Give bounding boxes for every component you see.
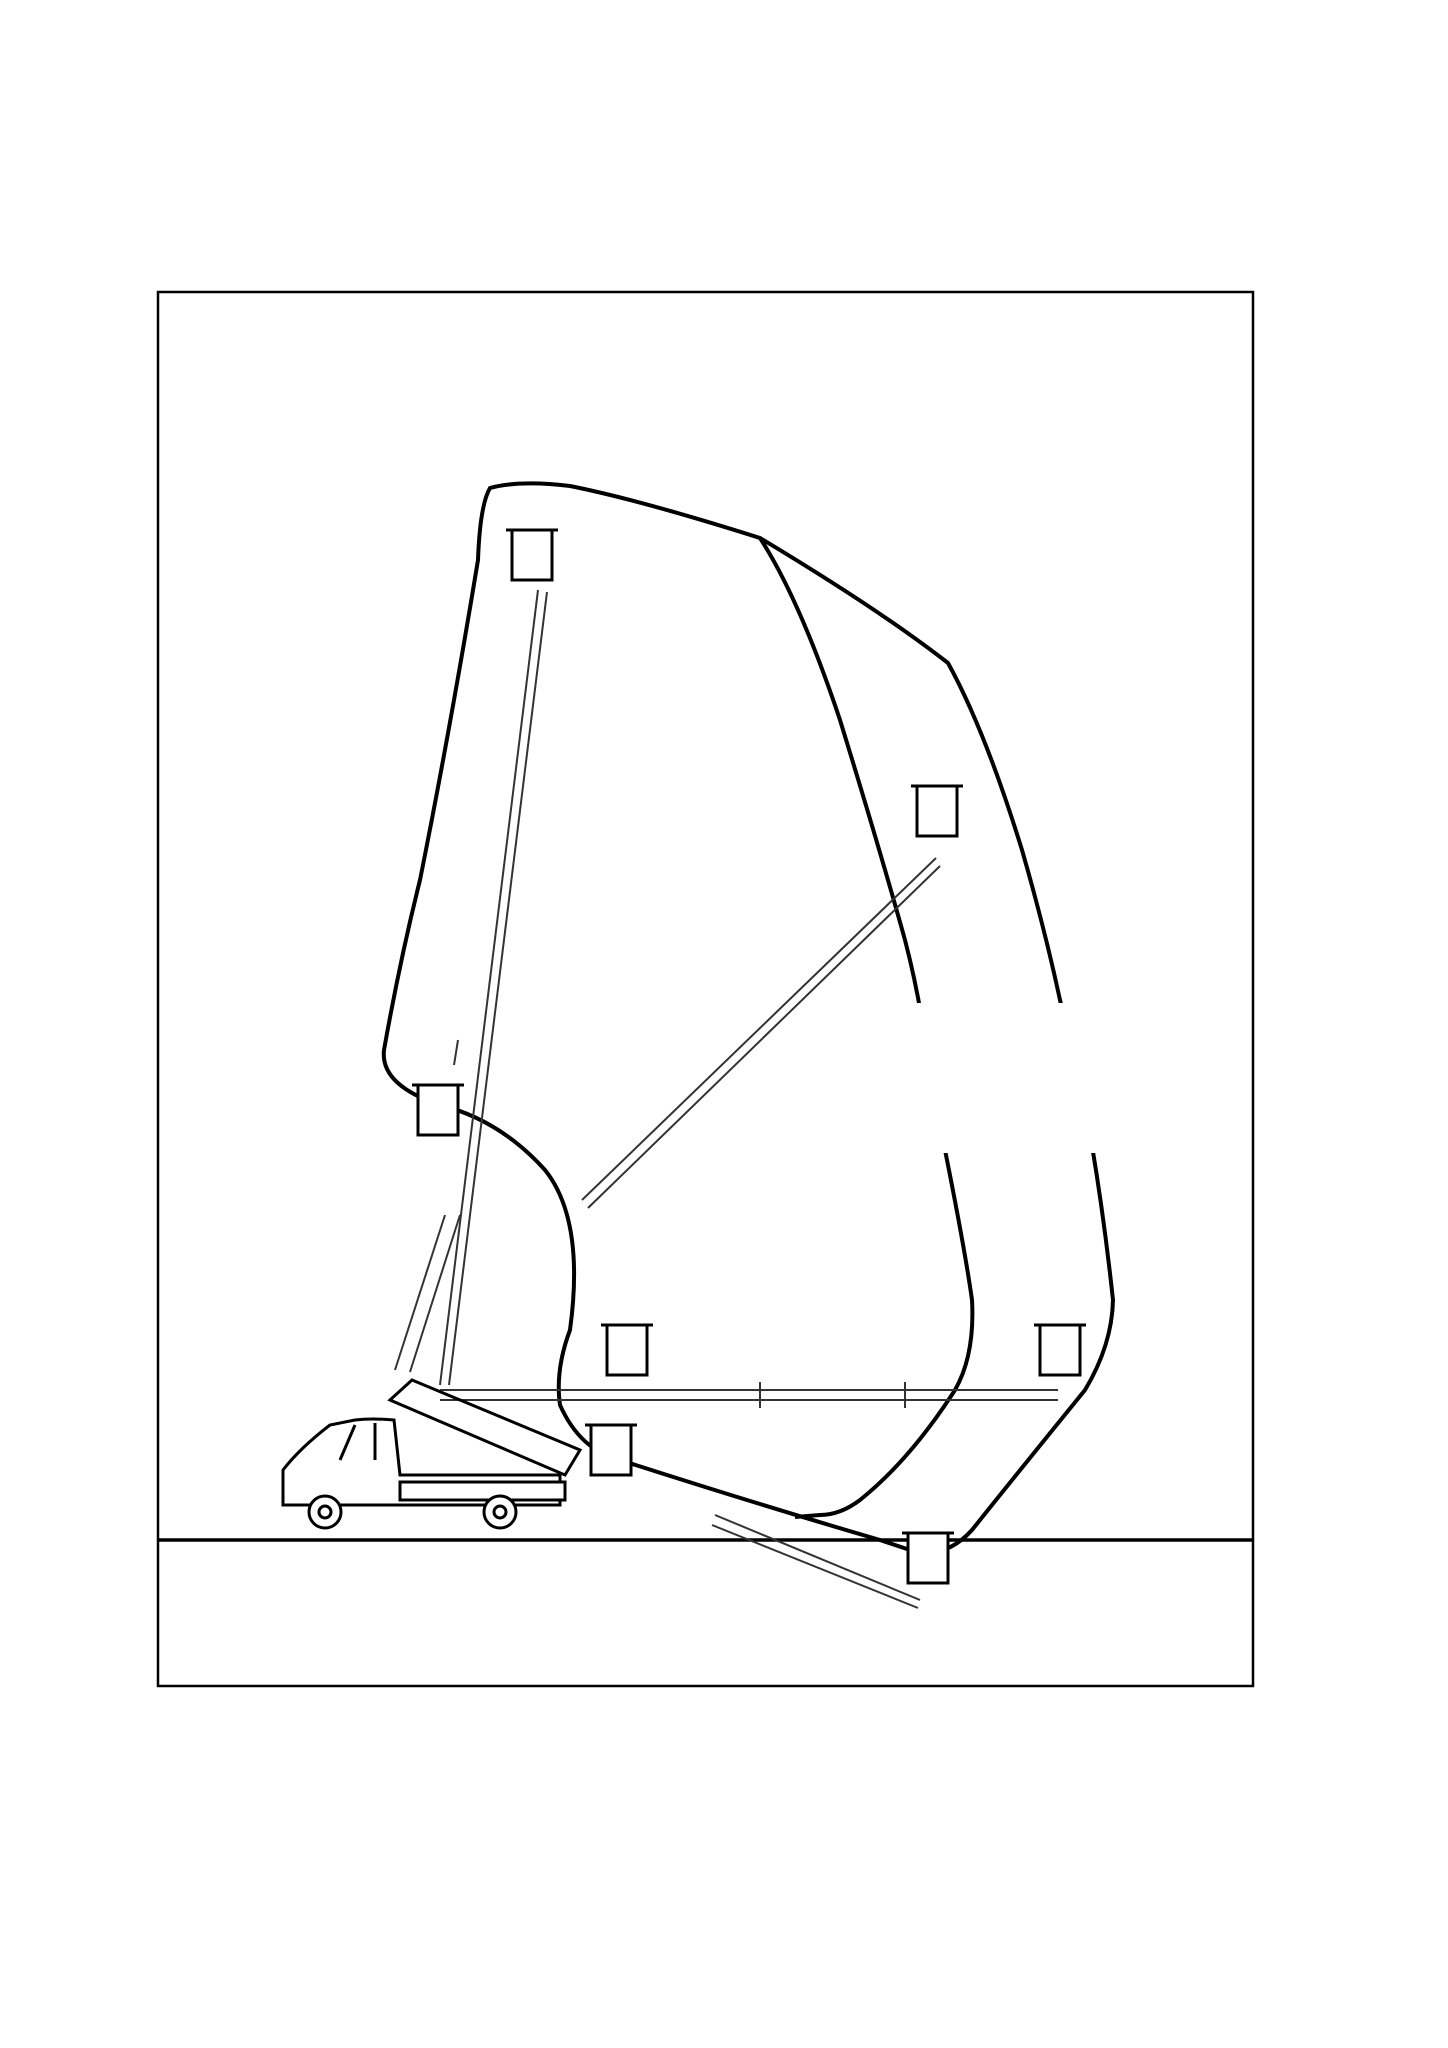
boom-positions [395,590,1058,1608]
envelope-100kg [384,483,1113,1552]
baskets [412,530,1086,1583]
truck [283,1380,580,1528]
title-box [668,325,1170,415]
